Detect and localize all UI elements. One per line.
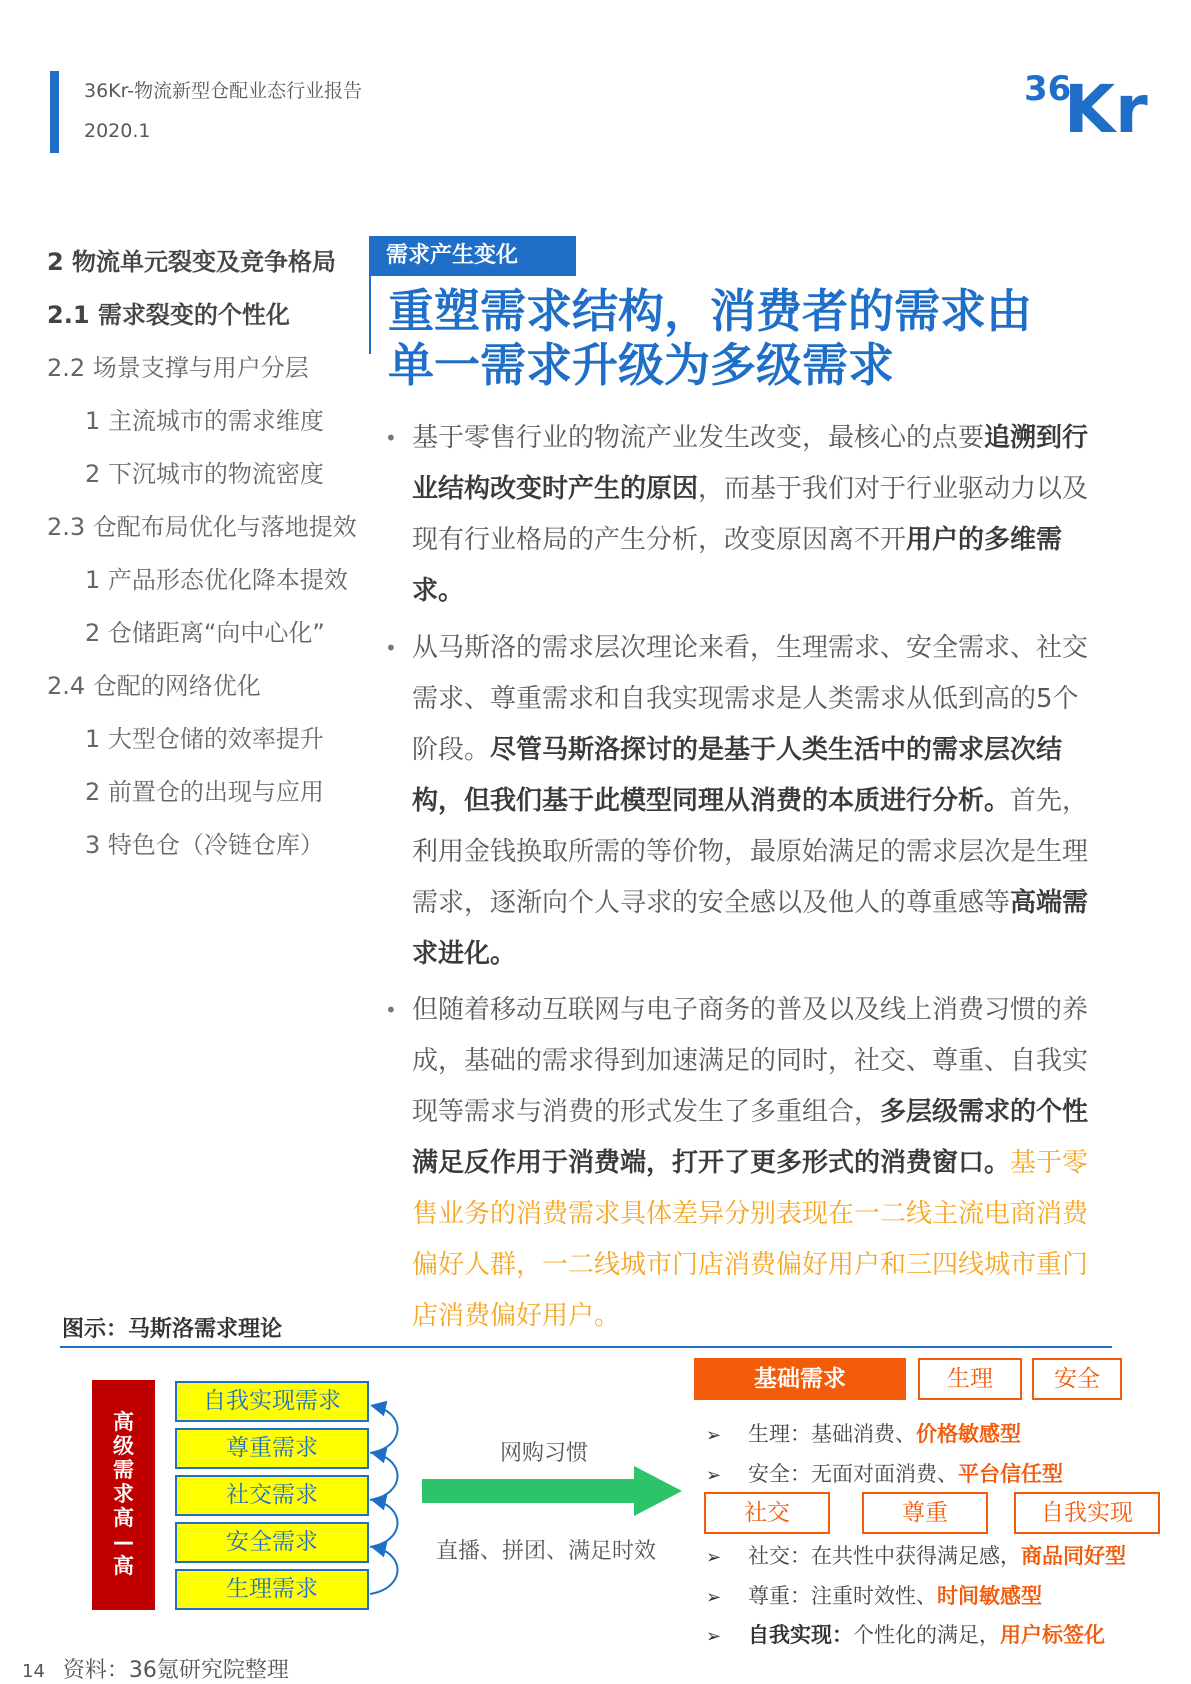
svg-text:36: 36 [1024,69,1072,109]
toc-item[interactable]: 2.3 仓配布局优化与落地提效 [47,513,357,541]
detail-social: ➢ 社交：在共性中获得满足感，商品同好型 [706,1544,1126,1568]
green-right-arrow-icon [422,1466,682,1516]
need-esteem: 尊重需求 [175,1428,369,1469]
paragraph-1 [386,413,1092,617]
arrow-bullet-icon: ➢ [706,1425,722,1446]
need-safety: 安全需求 [175,1522,369,1563]
report-date: 2020.1 [84,120,151,142]
paragraph-text: 但随着移动互联网与电子商务的普及以及线上消费习惯的养成，基础的需求得到加速满足的同时，社交、尊重、自我实现等需求与消费的形式发生了多重组合，多层级需求的个性满足反作用于消费端，打开了更多形式的消费窗口。基于零售业务的消费需求具体差异分别表现在一二线主流电商消费偏好人群，一二线城市门店消费偏好用户和三四线城市重门店消费偏好用户。 [412,995,1089,1331]
bullet-icon: • [385,636,397,660]
table-of-contents [47,244,387,880]
bullet-icon: • [385,426,397,450]
tag-physiological: 生理 [918,1358,1022,1400]
toc-subitem[interactable]: 2 下沉城市的物流密度 [85,460,324,488]
page-number: 14 [22,1661,45,1682]
tag-social: 社交 [704,1492,830,1534]
source-note: 资料：36氪研究院整理 [62,1658,289,1683]
toc-item[interactable]: 2.4 仓配的网络优化 [47,672,261,700]
detail-physiological: ➢ 生理：基础消费、价格敏感型 [706,1422,1021,1446]
arrow-bullet-icon: ➢ [706,1547,722,1568]
toc-subitem[interactable]: 1 大型仓储的效率提升 [85,725,324,753]
bullet-icon: • [385,998,397,1022]
hierarchy-curve-arrows [366,1378,416,1618]
toc-subitem[interactable]: 3 特色仓（冷链仓库） [85,831,324,859]
36kr-logo [1022,62,1152,142]
toc-item[interactable]: 2.2 场景支撑与用户分层 [47,354,309,382]
figure-title: 图示：马斯洛需求理论 [62,1317,283,1342]
headline-line-2: 单一需求升级为多级需求 [388,338,894,392]
paragraph-2 [386,623,1092,980]
section-tag: 需求产生变化 [370,236,576,276]
detail-safety: ➢ 安全：无面对面消费、平台信任型 [706,1462,1063,1486]
page-headline [388,284,1128,392]
paragraph-text: 基于零售行业的物流产业发生改变，最核心的点要追溯到行业结构改变时产生的原因，而基于我们对于行业驱动力以及现有行业格局的产生分析，改变原因离不开用户的多维需求。 [412,423,1089,606]
headline-line-1: 重塑需求结构，消费者的需求由 [388,284,1032,338]
page-footer [22,1653,289,1684]
arrow-bullet-icon: ➢ [706,1465,722,1486]
toc-subitem[interactable]: 1 主流城市的需求维度 [85,407,324,435]
svg-text:Kr: Kr [1064,71,1148,142]
toc-item[interactable]: 2 物流单元裂变及竞争格局 [47,248,337,276]
detail-esteem: ➢ 尊重：注重时效性、时间敏感型 [706,1584,1042,1608]
paragraph-3 [386,985,1092,1342]
need-physiological: 生理需求 [175,1569,369,1610]
arrow-label-bottom: 直播、拼团、满足时效 [436,1539,657,1564]
header-accent-bar [50,71,59,153]
need-self-actualization: 自我实现需求 [175,1381,369,1422]
detail-self-actualization: ➢ 自我实现：个性化的满足，用户标签化 [706,1623,1105,1647]
tag-safety: 安全 [1032,1358,1122,1400]
toc-item-current[interactable]: 2.1 需求裂变的个性化 [47,301,290,329]
arrow-bullet-icon: ➢ [706,1626,722,1647]
tag-esteem: 尊重 [862,1492,988,1534]
tag-self-actualization: 自我实现 [1014,1492,1160,1534]
arrow-bullet-icon: ➢ [706,1587,722,1608]
advanced-needs-bar: 高 级 需 求 高 — 高 [92,1380,155,1610]
need-social: 社交需求 [175,1475,369,1516]
arrow-label-top: 网购习惯 [500,1441,589,1466]
toc-subitem[interactable]: 2 前置仓的出现与应用 [85,778,324,806]
basic-needs-label: 基础需求 [694,1358,906,1400]
figure-rule [60,1346,1112,1348]
paragraph-text: 从马斯洛的需求层次理论来看，生理需求、安全需求、社交需求、尊重需求和自我实现需求是人类需求从低到高的5个阶段。尽管马斯洛探讨的是基于人类生活中的需求层次结构，但我们基于此模型同理从消费的本质进行分析。首先，利用金钱换取所需的等价物，最原始满足的需求层次是生理需求，逐渐向个人寻求的安全感以及他人的尊重感等高端需求进化。 [412,633,1089,969]
toc-subitem[interactable]: 1 产品形态优化降本提效 [85,566,348,594]
toc-subitem[interactable]: 2 仓储距离“向中心化” [85,619,325,647]
report-title: 36Kr-物流新型仓配业态行业报告 [84,80,363,102]
